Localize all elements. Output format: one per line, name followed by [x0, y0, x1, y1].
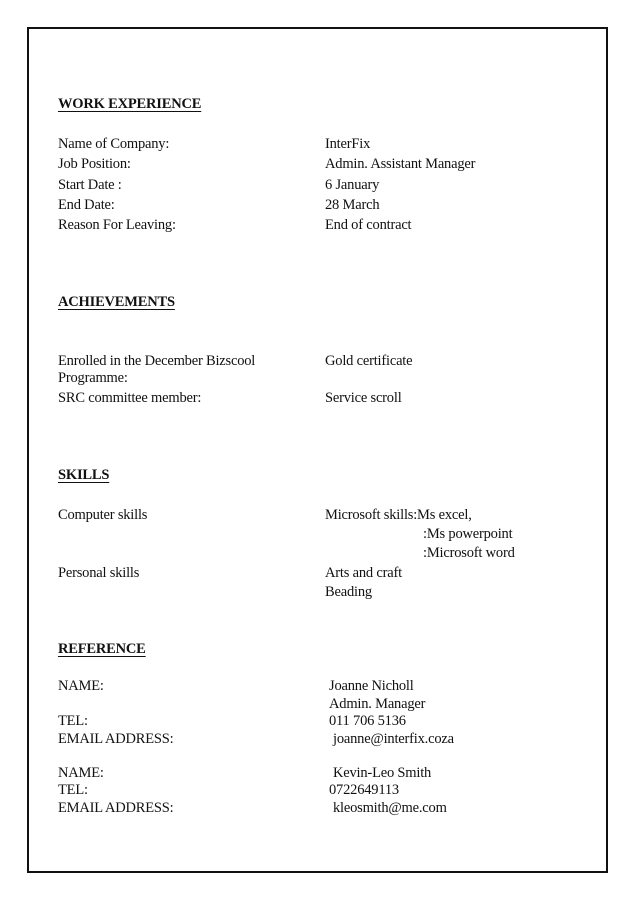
start-date-label: Start Date :: [58, 177, 122, 193]
personal-skills-line1: Arts and craft: [325, 565, 402, 581]
personal-skills-line2: Beading: [325, 584, 372, 600]
src-value: Service scroll: [325, 390, 402, 406]
reason-value: End of contract: [325, 217, 412, 233]
ref2-name-label: NAME:: [58, 765, 104, 781]
skills-heading: SKILLS: [58, 467, 110, 483]
ref2-email-label: EMAIL ADDRESS:: [58, 800, 174, 816]
reason-label: Reason For Leaving:: [58, 217, 176, 233]
end-date-value: 28 March: [325, 197, 380, 213]
achievement-label-line1: Enrolled in the December Bizscool: [58, 353, 256, 369]
work-experience-heading: WORK EXPERIENCE: [58, 96, 202, 112]
end-date-label: End Date:: [58, 197, 115, 213]
ref1-name-label: NAME:: [58, 678, 104, 694]
ref1-email-label: EMAIL ADDRESS:: [58, 731, 174, 747]
reference-heading: REFERENCE: [58, 641, 146, 657]
computer-skills-line3: :Microsoft word: [423, 545, 515, 561]
achievements-heading: ACHIEVEMENTS: [58, 294, 175, 310]
personal-skills-label: Personal skills: [58, 565, 140, 581]
ref1-title-value: Admin. Manager: [329, 696, 426, 712]
job-position-label: Job Position:: [58, 156, 131, 172]
achievement-value: Gold certificate: [325, 353, 413, 369]
ref2-tel-value: 0722649113: [329, 782, 399, 798]
computer-skills-label: Computer skills: [58, 507, 148, 523]
start-date-value: 6 January: [325, 177, 380, 193]
ref2-tel-label: TEL:: [58, 782, 88, 798]
ref1-email-value: joanne@interfix.coza: [333, 731, 454, 747]
ref1-tel-label: TEL:: [58, 713, 88, 729]
achievement-label-line2: Programme:: [58, 370, 128, 386]
src-label: SRC committee member:: [58, 390, 202, 406]
computer-skills-line2: :Ms powerpoint: [423, 526, 513, 542]
ref2-email-value: kleosmith@me.com: [333, 800, 447, 816]
computer-skills-line1: Microsoft skills:Ms excel,: [325, 507, 472, 523]
ref2-name-value: Kevin-Leo Smith: [333, 765, 432, 781]
ref1-tel-value: 011 706 5136: [329, 713, 406, 729]
ref1-name-value: Joanne Nicholl: [329, 678, 414, 694]
company-label: Name of Company:: [58, 136, 170, 152]
company-value: InterFix: [325, 136, 371, 152]
job-position-value: Admin. Assistant Manager: [325, 156, 476, 172]
